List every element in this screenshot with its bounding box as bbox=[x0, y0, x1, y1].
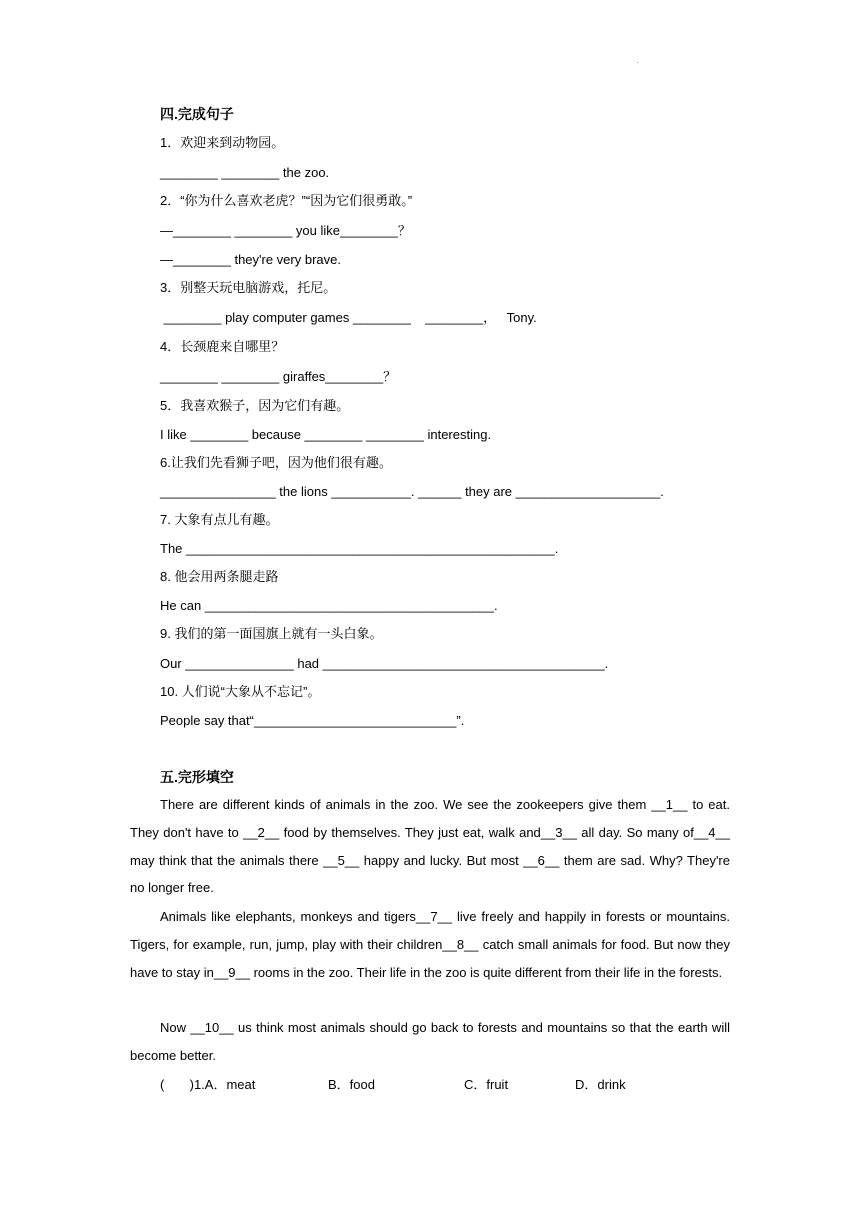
question-10-chinese: 10. 人们说“大象从不忘记”。 bbox=[160, 684, 321, 699]
question-1-chinese: 1．欢迎来到动物园。 bbox=[160, 135, 285, 150]
question-2-answer-line-a: —________ ________ you like________？ bbox=[160, 223, 411, 238]
section-4-heading: 四.完成句子 bbox=[160, 106, 234, 122]
cloze-question-1-option-a: ( )1.A．meat bbox=[160, 1077, 256, 1092]
page-dot: · bbox=[636, 58, 639, 67]
question-2-answer-line-b: —________ they're very brave. bbox=[160, 252, 341, 267]
question-9-chinese: 9. 我们的第一面国旗上就有一头白象。 bbox=[160, 626, 383, 641]
question-4-answer-line: ________ ________ giraffes________？ bbox=[160, 369, 397, 384]
cloze-question-1-option-c: C．fruit bbox=[464, 1077, 509, 1092]
question-4-chinese: 4．长颈鹿来自哪里？ bbox=[160, 339, 285, 354]
section-5-heading: 五.完形填空 bbox=[160, 769, 234, 785]
question-5-chinese: 5．我喜欢猴子，因为它们有趣。 bbox=[160, 398, 350, 413]
cloze-paragraph-1: There are different kinds of animals in the zoo. We see the zookeepers give them __1__ to eat. They don't have to __2__ food by themselves. They just eat, walk and__3__ all day. So many of__4__ may think that the animals there __5__ happy and lucky. But most __6__ them are sad. Why? They're no longer free. bbox=[130, 797, 730, 896]
question-6-answer-line: ________________ the lions ___________. ______ they are ____________________. bbox=[160, 484, 664, 499]
cloze-question-1-option-b: B．food bbox=[328, 1077, 375, 1092]
question-7-answer-line: The ___________________________________________________. bbox=[160, 541, 559, 556]
cloze-paragraph-3: Now __10__ us think most animals should go back to forests and mountains so that the earth will become better. bbox=[130, 1020, 730, 1063]
question-1-answer-line: ________ ________ the zoo. bbox=[160, 165, 330, 180]
cloze-question-1-option-d: D．drink bbox=[575, 1077, 626, 1092]
question-3-chinese: 3．别整天玩电脑游戏，托尼。 bbox=[160, 280, 337, 295]
question-8-chinese: 8. 他会用两条腿走路 bbox=[160, 569, 279, 584]
question-9-answer-line: Our _______________ had _______________________________________. bbox=[160, 656, 609, 671]
question-7-chinese: 7. 大象有点儿有趣。 bbox=[160, 512, 279, 527]
question-5-answer-line: I like ________ because ________ ________ interesting. bbox=[160, 427, 492, 442]
cloze-paragraph-2: Animals like elephants, monkeys and tigers__7__ live freely and happily in forests or mountains. Tigers, for example, run, jump, play with their children__8__ catch small animals for food. But now they have to stay in__9__ rooms in the zoo. Their life in the zoo is quite different from their life in the forests. bbox=[130, 909, 730, 980]
question-8-answer-line: He can ________________________________________. bbox=[160, 598, 498, 613]
question-10-answer-line: People say that“____________________________”. bbox=[160, 713, 465, 728]
question-2-chinese: 2．“你为什么喜欢老虎？”“因为它们很勇敢。” bbox=[160, 193, 413, 208]
question-3-answer-line: ________ play computer games ________ ________， Tony. bbox=[160, 310, 537, 325]
question-6-chinese: 6.让我们先看狮子吧，因为他们很有趣。 bbox=[160, 455, 392, 470]
